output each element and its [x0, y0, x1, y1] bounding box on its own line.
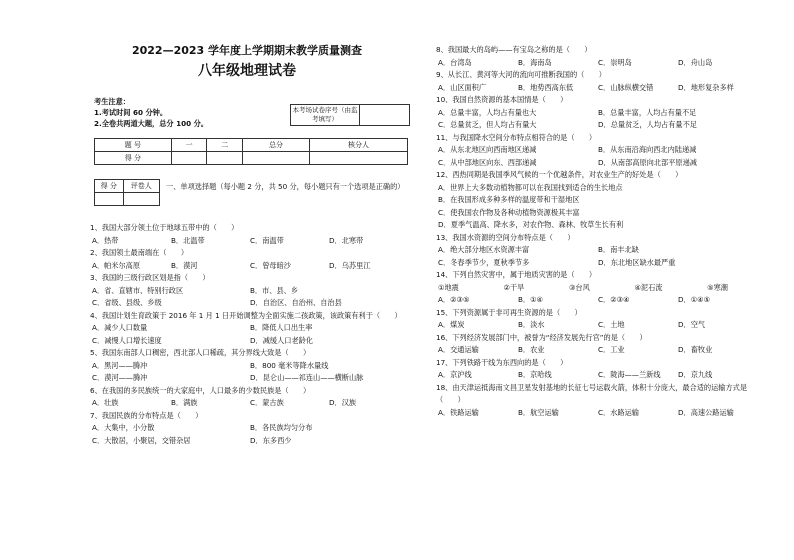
option[interactable]: C．减慢人口增长速度: [92, 335, 162, 345]
option[interactable]: B．海南岛: [518, 57, 552, 67]
question-stem: 10、我国自然资源的基本国情是（ ）: [436, 95, 568, 104]
question-stem: 3、我国的三级行政区划是指（ ）: [90, 273, 210, 282]
score-table-header-row: [95, 139, 408, 152]
option[interactable]: B．从东南沿海向西北内陆递减: [598, 145, 697, 154]
option[interactable]: C．陇海——兰新线: [598, 370, 661, 379]
option[interactable]: C．水路运输: [598, 407, 639, 417]
score-table: [94, 138, 408, 165]
disaster-item: ①地震: [438, 282, 459, 292]
exam-title-main: 2022—2023 学年度上学期期末教学质量测查: [131, 44, 363, 57]
grader-table: [94, 179, 160, 206]
option[interactable]: D．汉族: [329, 398, 357, 407]
grader-score-cell[interactable]: [95, 193, 124, 206]
question-stem: 14、下列自然灾害中，属于地质灾害的是（ ）: [436, 270, 597, 279]
question-12: [436, 169, 758, 232]
question-1: [90, 222, 408, 247]
option[interactable]: C．山脉纵横交错: [598, 82, 654, 92]
score-row-label: 得 分: [95, 152, 172, 165]
seat-number-field[interactable]: [360, 105, 409, 125]
question-3: [90, 272, 408, 310]
question-13: [436, 232, 758, 270]
score-header-cell: 一: [171, 139, 207, 152]
question-15: [436, 307, 758, 332]
question-17: [436, 357, 758, 382]
option[interactable]: A．热带: [92, 235, 119, 245]
option[interactable]: C．冬春季节少，夏秋季节多: [438, 257, 530, 267]
option[interactable]: B．各民族均匀分布: [250, 423, 313, 432]
score-cell[interactable]: [207, 152, 243, 165]
question-stem: 11、与我国降水空间分布特点相符合的是（ ）: [436, 132, 597, 142]
section-1-heading: 一、单项选择题（每小题 2 分，共 50 分，每小题只有一个选项是正确的）: [166, 182, 405, 191]
question-10: [436, 94, 758, 132]
option[interactable]: B．总量丰富，人均占有量不足: [598, 107, 697, 117]
option[interactable]: A．山区面积广: [438, 82, 487, 92]
option[interactable]: D．夏季气温高、降水多，对农作物、森林、牧草生长有利: [438, 220, 624, 229]
option[interactable]: B．南丰北缺: [598, 245, 639, 254]
question-stem: 5、我国东南部人口稠密，西北部人口稀疏，其分界线大致是（ ）: [90, 348, 311, 357]
question-18: [436, 382, 758, 420]
option[interactable]: C．使我国农作物及各种动植物资源极其丰富: [438, 207, 580, 217]
option[interactable]: C．蒙古族: [250, 398, 284, 407]
seat-number-label: 本考场试卷序号（由监考填写）: [291, 105, 360, 125]
option[interactable]: D．舟山岛: [678, 57, 713, 67]
exam-title-sub: 八年级地理试卷: [198, 63, 296, 79]
question-stem: 7、我国民族的分布特点是（ ）: [90, 410, 203, 420]
option[interactable]: A．交通运输: [438, 345, 479, 354]
question-stem: 4、我国计划生育政策于 2016 年 1 月 1 日开始调整为全面实施二孩政策，该政策有利于（ ）: [90, 310, 402, 320]
option[interactable]: A．大集中，小分散: [92, 423, 155, 432]
option[interactable]: C．工业: [598, 345, 625, 354]
option[interactable]: B．满族: [171, 398, 198, 407]
score-header-cell: 题 号: [95, 139, 172, 152]
option[interactable]: C．漠河——腾冲: [92, 373, 148, 382]
option[interactable]: D．地形复杂多样: [678, 82, 734, 92]
question-7: [90, 410, 408, 448]
option[interactable]: D．总量贫乏，人均占有量不足: [598, 120, 697, 129]
option[interactable]: D．北寒带: [329, 235, 364, 245]
option[interactable]: B．在我国形成多种多样的温度带和干湿地区: [438, 195, 580, 204]
option[interactable]: B．地势西高东低: [518, 82, 574, 92]
score-table-value-row: [95, 152, 408, 165]
option[interactable]: B．降低人口出生率: [250, 323, 313, 332]
question-8: [436, 44, 758, 69]
question-stem: 13、我国水资源的空间分布特点是（ ）: [436, 232, 575, 242]
option[interactable]: C．南温带: [250, 235, 284, 245]
question-stem: 1、我国大部分领土位于地球五带中的（ ）: [90, 223, 239, 232]
option[interactable]: A．京沪线: [438, 370, 472, 379]
option[interactable]: A．世界上大多数动植物都可以在我国找到适合的生长地点: [438, 182, 623, 192]
option[interactable]: A．煤炭: [438, 320, 465, 329]
question-stem: 8、我国最大的岛屿——有宝岛之称的是（ ）: [436, 45, 592, 54]
question-stem: 9、从长江、黄河等大河的流向可推断我国的（ ）: [436, 70, 606, 79]
option[interactable]: D．从南部高原向北部平原递减: [598, 157, 697, 167]
right-question-list: [436, 44, 758, 419]
option[interactable]: B．漠河: [171, 260, 198, 270]
disaster-item: ③台风: [568, 282, 590, 292]
option[interactable]: D．东北地区缺水最严重: [598, 257, 676, 267]
option[interactable]: D．乌苏里江: [329, 260, 371, 270]
question-stem: 17、下列铁路干线为东西向的是（ ）: [436, 357, 568, 367]
notice-line-2: 2.全卷共两道大题，总分 100 分。: [94, 119, 208, 128]
question-16: [436, 332, 758, 357]
question-9: [436, 69, 758, 94]
question-5: [90, 347, 408, 385]
option[interactable]: A．铁路运输: [438, 407, 479, 417]
question-stem: 2、我国领土最南端在（ ）: [90, 248, 189, 257]
exam-seat-number-box: [290, 104, 410, 126]
notice-line-1: 1.考试时间 60 分钟。: [94, 108, 168, 117]
option[interactable]: C．总量贫乏，但人均占有量大: [438, 120, 537, 129]
grader-score-label: 得 分: [95, 180, 124, 193]
question-11: [436, 132, 758, 170]
option[interactable]: C．大散居，小聚居，交错杂居: [92, 435, 191, 445]
disaster-item: ②干旱: [503, 282, 525, 292]
score-header-cell: 总分: [243, 139, 310, 152]
option[interactable]: D．减缓人口老龄化: [250, 335, 314, 345]
grader-name-cell[interactable]: [123, 193, 159, 206]
option[interactable]: A．黑河——腾冲: [92, 360, 148, 370]
option[interactable]: B．市、县、乡: [250, 285, 299, 295]
score-cell[interactable]: [243, 152, 310, 165]
option[interactable]: D．昆仑山——祁连山——横断山脉: [250, 373, 364, 382]
option[interactable]: D．①④⑤: [678, 295, 711, 304]
question-2: [90, 247, 408, 272]
grader-name-label: 评卷人: [123, 180, 159, 193]
option[interactable]: D．空气: [678, 320, 706, 329]
option[interactable]: B．农业: [518, 345, 545, 354]
score-header-cell: 核分人: [309, 139, 407, 152]
option[interactable]: C．土地: [598, 320, 625, 329]
option[interactable]: D．畜牧业: [678, 345, 713, 354]
option[interactable]: C．从中部地区向东、西部递减: [438, 157, 537, 167]
option[interactable]: A．帕米尔高原: [92, 260, 141, 270]
option[interactable]: B．淡水: [518, 320, 545, 329]
option[interactable]: A．②③⑤: [438, 295, 470, 304]
score-cell[interactable]: [309, 152, 407, 165]
question-stem: 16、下列经济发展部门中，被誉为“经济发展先行官”的是（ ）: [436, 332, 647, 342]
option[interactable]: B．800 毫米等降水量线: [250, 360, 329, 370]
question-stem: 6、在我国的多民族统一的大家庭中，人口最多的少数民族是（ ）: [90, 385, 311, 395]
option[interactable]: B．①④: [518, 295, 544, 304]
score-cell[interactable]: [171, 152, 207, 165]
option[interactable]: D．京九线: [678, 370, 713, 379]
option[interactable]: A．总量丰富，人均占有量也大: [438, 107, 537, 117]
left-question-list: [90, 222, 408, 447]
question-14: [436, 269, 758, 307]
question-6: [90, 385, 408, 410]
option[interactable]: C．②③④: [598, 295, 630, 304]
option[interactable]: A．壮族: [92, 398, 119, 407]
notice-heading: 考生注意：: [94, 97, 130, 106]
option[interactable]: D．自治区、自治州、自治县: [250, 298, 342, 307]
disaster-item: ⑤寒潮: [707, 282, 728, 292]
question-stem: 12、西热同期是我国季风气候的一个优越条件，对农业生产的好处是（ ）: [436, 170, 683, 179]
score-header-cell: 二: [207, 139, 243, 152]
option[interactable]: C．崇明岛: [598, 57, 632, 67]
option[interactable]: B．北温带: [171, 235, 205, 245]
option[interactable]: B．京哈线: [518, 370, 552, 379]
question-stem: 18、由天津运抵海南文昌卫星发射基地的长征七号运载火箭，体积十分庞大，最合适的运输方式是（ ）: [436, 382, 748, 404]
option[interactable]: B．航空运输: [518, 407, 559, 417]
option[interactable]: A．台湾岛: [438, 57, 472, 67]
option[interactable]: A．从东北地区向西南地区递减: [438, 145, 537, 154]
option[interactable]: A．省、直辖市、特别行政区: [92, 285, 184, 295]
option[interactable]: A．减少人口数量: [92, 323, 148, 332]
option[interactable]: C．曾母暗沙: [250, 260, 291, 270]
option[interactable]: D．东多西少: [250, 435, 292, 445]
option[interactable]: D．高速公路运输: [678, 407, 734, 417]
notice-block: [94, 96, 208, 129]
option[interactable]: A．绝大部分地区水资源丰富: [438, 245, 530, 254]
question-stem: 15、下列资源属于非可再生资源的是（ ）: [436, 307, 582, 317]
disaster-item: ④泥石流: [634, 282, 663, 292]
question-4: [90, 310, 408, 348]
option[interactable]: C．省级、县级、乡级: [92, 298, 162, 307]
